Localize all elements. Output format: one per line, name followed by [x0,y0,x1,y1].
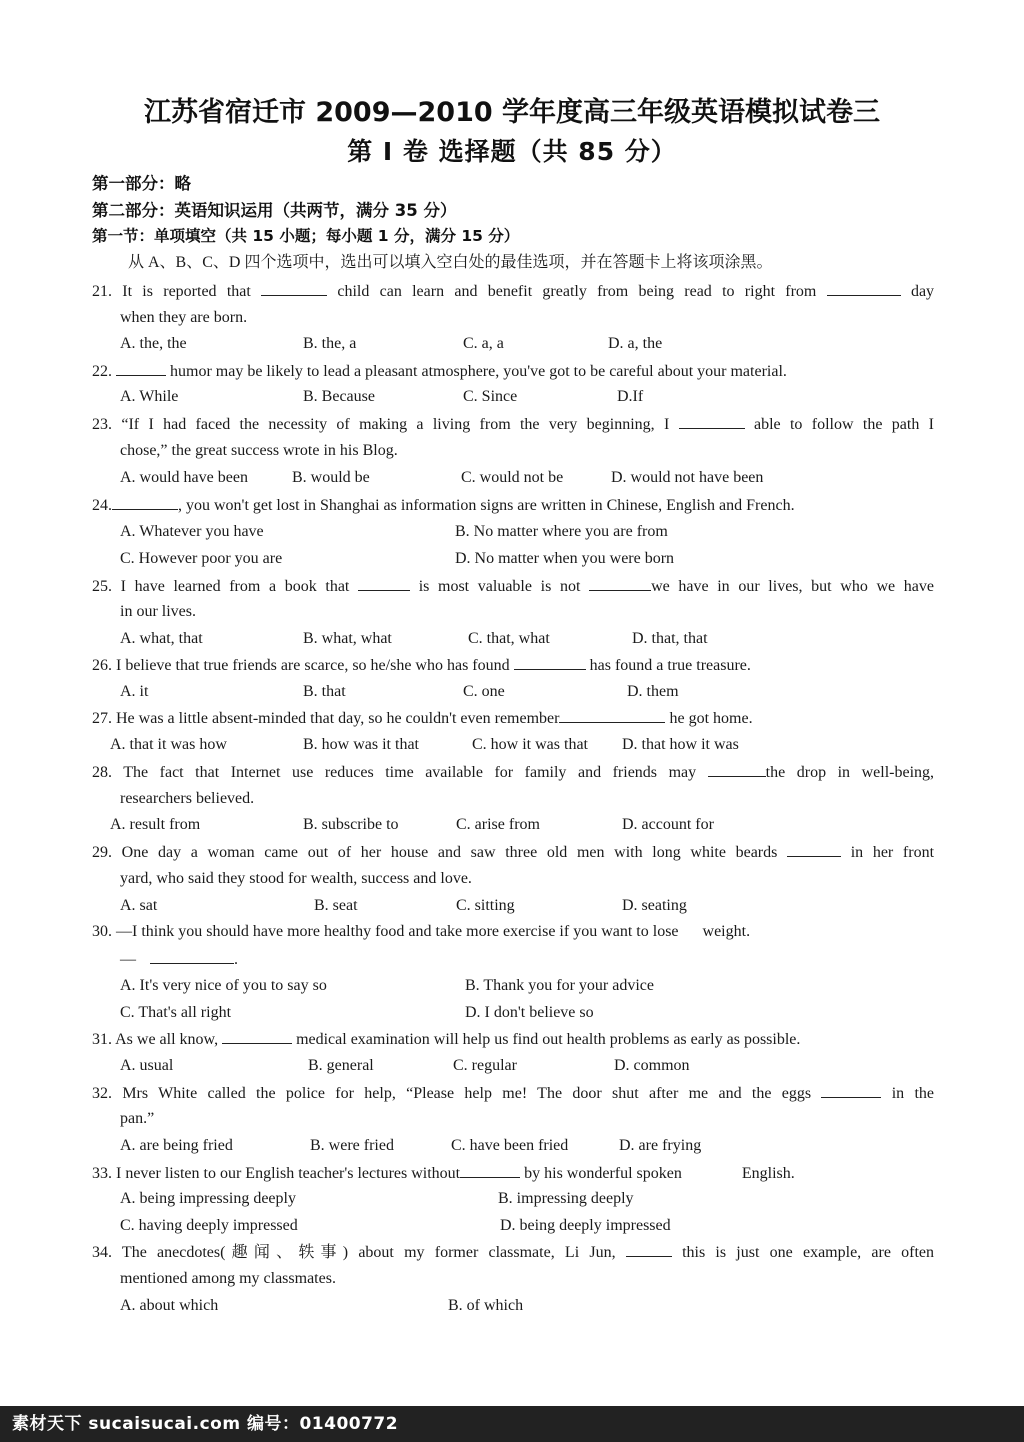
option-28-c: C. arise from [456,816,540,833]
option-27-a: A. that it was how [110,736,227,753]
option-31-a: A. usual [120,1057,174,1074]
site-watermark: 素材天下 sucaisucai.com 编号：01400772 [0,1406,1024,1442]
question-30: 30. —I think you should have more healthy food and take more exercise if you want to lose weight. [92,923,751,940]
option-34-a: A. about which [120,1297,219,1314]
option-33-c: C. having deeply impressed [120,1217,298,1234]
section-one-heading: 第一节：单项填空（共 15 小题；每小题 1 分，满分 15 分） [92,227,520,245]
option-33-b: B. impressing deeply [498,1190,634,1207]
answer-blank [827,281,901,296]
question-33: 33. I never listen to our English teacher's lectures without by his wonderful spoken English. [92,1165,795,1182]
answer-blank [222,1029,292,1044]
option-23-b: B. would be [292,469,370,486]
answer-blank [589,576,651,591]
option-32-b: B. were fried [310,1137,394,1154]
option-30-a: A. It's very nice of you to say so [120,977,327,994]
answer-blank [821,1083,881,1098]
question-29: 29. One day a woman came out of her house and saw three old men with long white beards in her front [92,844,935,861]
option-24-a: A. Whatever you have [120,523,264,540]
option-26-a: A. it [120,683,149,700]
option-32-a: A. are being fried [120,1137,233,1154]
option-24-c: C. However poor you are [120,550,283,567]
option-22-b: B. Because [303,388,375,405]
option-22-c: C. Since [463,388,518,405]
exam-subtitle: 第 I 卷 选择题（共 85 分） [347,137,677,166]
question-22: 22. humor may be likely to lead a pleasant atmosphere, you've got to be careful about your material. [92,363,787,380]
option-30-b: B. Thank you for your advice [465,977,654,994]
option-26-d: D. them [627,683,679,700]
option-24-b: B. No matter where you are from [455,523,668,540]
option-23-d: D. would not have been [611,469,764,486]
question-27: 27. He was a little absent-minded that day, so he couldn't even remember he got home. [92,710,753,727]
answer-blank [150,949,234,964]
question-29-cont: yard, who said they stood for wealth, success and love. [120,870,472,887]
option-34-b: B. of which [448,1297,524,1314]
answer-blank [116,361,166,376]
option-23-a: A. would have been [120,469,248,486]
answer-blank [112,495,178,510]
question-30-cont: — . [120,951,238,968]
option-30-c: C. That's all right [120,1004,232,1021]
answer-blank [514,655,586,670]
option-21-b: B. the, a [303,335,357,352]
answer-blank [261,281,327,296]
option-26-c: C. one [463,683,505,700]
option-27-b: B. how was it that [303,736,419,753]
question-25: 25. I have learned from a book that is most valuable is not we have in our lives, but who we have [92,578,934,595]
part-one-heading: 第一部分：略 [92,174,191,193]
question-21-cont: when they are born. [120,309,248,326]
answer-blank [460,1163,520,1178]
question-34: 34. The anecdotes(趣闻、轶事) about my former classmate, Li Jun, this is just one example, are often [92,1244,935,1261]
option-29-a: A. sat [120,897,158,914]
question-32: 32. Mrs White called the police for help, “Please help me! The door shut after me and the eggs in the [92,1085,934,1102]
option-25-a: A. what, that [120,630,203,647]
option-32-c: C. have been fried [451,1137,569,1154]
answer-blank [708,762,766,777]
answer-blank [358,576,410,591]
answer-blank [679,414,745,429]
option-33-d: D. being deeply impressed [500,1217,671,1234]
option-27-d: D. that how it was [622,736,739,753]
option-21-a: A. the, the [120,335,187,352]
option-31-b: B. general [308,1057,374,1074]
option-31-d: D. common [614,1057,690,1074]
question-24: 24. , you won't get lost in Shanghai as information signs are written in Chinese, English and French. [92,497,795,514]
option-25-d: D. that, that [632,630,708,647]
exam-title: 江苏省宿迁市 2009—2010 学年度高三年级英语模拟试卷三 [143,97,881,128]
answer-blank [626,1242,672,1257]
option-23-c: C. would not be [461,469,564,486]
option-32-d: D. are frying [619,1137,702,1154]
question-31: 31. As we all know, medical examination will help us find out health problems as early as possible. [92,1031,801,1048]
option-21-d: D. a, the [608,335,663,352]
option-28-a: A. result from [110,816,201,833]
question-34-cont: mentioned among my classmates. [120,1270,336,1287]
option-21-c: C. a, a [463,335,504,352]
option-33-a: A. being impressing deeply [120,1190,296,1207]
option-25-b: B. what, what [303,630,392,647]
instruction-text: 从 A、B、C、D 四个选项中，选出可以填入空白处的最佳选项，并在答题卡上将该项涂黑。 [128,254,773,271]
question-21: 21. It is reported that child can learn and benefit greatly from being read to right from day [92,283,935,300]
option-28-b: B. subscribe to [303,816,399,833]
question-25-cont: in our lives. [120,603,196,620]
question-28: 28. The fact that Internet use reduces time available for family and friends may the drop in well-being, [92,764,935,781]
option-29-d: D. seating [622,897,687,914]
question-28-cont: researchers believed. [120,790,255,807]
answer-blank [787,842,841,857]
option-29-b: B. seat [314,897,358,914]
option-29-c: C. sitting [456,897,515,914]
option-22-d: D.If [617,388,644,405]
option-28-d: D. account for [622,816,714,833]
option-27-c: C. how it was that [472,736,588,753]
question-32-cont: pan.” [120,1110,155,1127]
question-23: 23. “If I had faced the necessity of making a living from the very beginning, I able to follow the path I [92,416,935,433]
option-22-a: A. While [120,388,179,405]
option-24-d: D. No matter when you were born [455,550,675,567]
question-26: 26. I believe that true friends are scarce, so he/she who has found has found a true treasure. [92,657,751,674]
option-31-c: C. regular [453,1057,517,1074]
option-26-b: B. that [303,683,346,700]
part-two-heading: 第二部分：英语知识运用（共两节，满分 35 分） [92,201,457,220]
question-23-cont: chose,” the great success wrote in his Blog. [120,442,398,459]
answer-blank [559,708,665,723]
option-30-d: D. I don't believe so [465,1004,594,1021]
option-25-c: C. that, what [468,630,550,647]
